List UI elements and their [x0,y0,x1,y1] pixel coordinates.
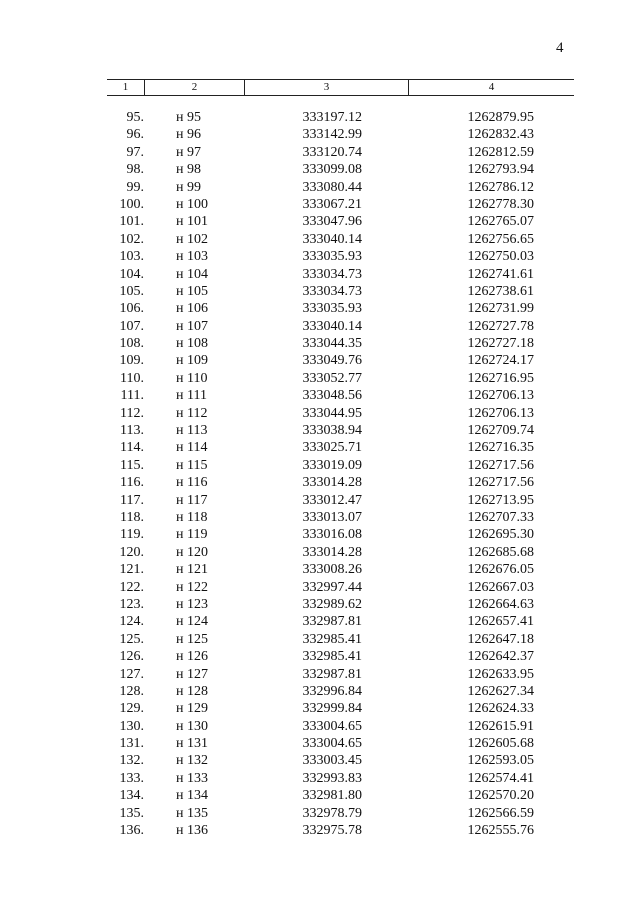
row-index: 121. [119,562,144,578]
coordinate-y: 1262667.03 [467,579,534,595]
row-index: 118. [120,509,144,525]
row-index: 104. [119,266,144,282]
coordinate-x: 333080.44 [302,179,362,195]
table-row [0,596,639,613]
coordinate-x: 333197.12 [302,110,362,125]
row-index: 111. [120,388,144,404]
coordinate-x: 333047.96 [302,214,362,230]
point-name: н 111 [176,388,207,404]
row-index: 129. [119,701,144,717]
coordinate-x: 333035.93 [302,301,362,317]
table-row [0,579,639,596]
coordinate-x: 333025.71 [302,440,362,456]
point-name: н 114 [176,440,208,456]
coordinate-x: 333004.65 [302,736,362,752]
table-row [0,474,639,491]
coordinate-x: 333120.74 [302,144,362,160]
row-index: 136. [119,823,144,839]
table-row [0,544,639,561]
point-name: н 115 [176,457,208,473]
point-name: н 113 [176,423,208,439]
table-row [0,161,639,178]
coordinate-y: 1262793.94 [467,162,534,178]
coordinate-x: 332997.44 [302,579,362,595]
coordinate-y: 1262642.37 [467,649,534,665]
table-row [0,492,639,509]
point-name: н 128 [176,683,208,699]
row-index: 98. [126,162,144,178]
header-col-2: 2 [145,80,245,95]
row-index: 126. [119,649,144,665]
coordinate-x: 332993.83 [302,770,362,786]
coordinate-x: 332985.41 [302,631,362,647]
coordinate-x: 332987.81 [302,614,362,630]
coordinate-y: 1262605.68 [467,736,534,752]
row-index: 124. [119,614,144,630]
coordinate-x: 333044.95 [302,405,362,421]
coordinate-y: 1262724.17 [467,353,534,369]
point-name: н 103 [176,249,208,265]
point-name: н 125 [176,631,208,647]
coordinate-x: 332987.81 [302,666,362,682]
coordinate-x: 333014.28 [302,475,362,491]
coordinate-x: 333038.94 [302,423,362,439]
coordinate-x: 333099.08 [302,162,362,178]
coordinate-y: 1262765.07 [467,214,534,230]
coordinate-x: 333067.21 [302,196,362,212]
table-row [0,196,639,213]
point-name: н 99 [176,179,201,195]
point-name: н 136 [176,823,208,839]
coordinate-x: 333019.09 [302,457,362,473]
row-index: 128. [119,683,144,699]
point-name: н 126 [176,649,208,665]
point-name: н 127 [176,666,208,682]
point-name: н 118 [176,509,208,525]
row-index: 113. [120,423,144,439]
point-name: н 100 [176,196,208,212]
table-row [0,318,639,335]
point-name: н 131 [176,736,208,752]
row-index: 110. [120,370,144,386]
table-row [0,561,639,578]
coordinate-y: 1262706.13 [467,405,534,421]
row-index: 101. [119,214,144,230]
coordinate-x: 333008.26 [302,562,362,578]
coordinate-x: 332978.79 [302,805,362,821]
table-row [0,405,639,422]
coordinate-y: 1262741.61 [467,266,534,282]
table-row [0,126,639,143]
coordinate-x: 333034.73 [302,283,362,299]
table-row [0,422,639,439]
table-row [0,231,639,248]
row-index: 132. [119,753,144,769]
table-row [0,700,639,717]
point-name: н 129 [176,701,208,717]
row-index: 95. [126,110,144,125]
coordinate-x: 333049.76 [302,353,362,369]
table-row [0,718,639,735]
table-row [0,109,639,126]
header-col-1: 1 [107,80,145,95]
coordinate-y: 1262706.13 [467,388,534,404]
coordinate-y: 1262832.43 [467,127,534,143]
row-index: 119. [120,527,144,543]
table-row [0,335,639,352]
coordinate-y: 1262717.56 [467,475,534,491]
coordinate-y: 1262738.61 [467,283,534,299]
coordinate-x: 333012.47 [302,492,362,508]
coordinate-x: 333013.07 [302,509,362,525]
coordinate-x: 333034.73 [302,266,362,282]
row-index: 99. [126,179,144,195]
coordinate-y: 1262727.78 [467,318,534,334]
point-name: н 134 [176,788,208,804]
coordinate-x: 332981.80 [302,788,362,804]
coordinate-y: 1262593.05 [467,753,534,769]
table-row [0,787,639,804]
coordinate-x: 333014.28 [302,544,362,560]
table-row [0,179,639,196]
table-row [0,648,639,665]
row-index: 109. [119,353,144,369]
coordinate-x: 333004.65 [302,718,362,734]
header-col-4: 4 [488,81,495,93]
page-number: 4 [556,40,564,56]
coordinate-y: 1262627.34 [467,683,534,699]
point-name: н 117 [176,492,208,508]
table-row [0,770,639,787]
table-row [0,822,639,839]
point-name: н 101 [176,214,208,230]
table-body [0,109,639,839]
coordinate-x: 332996.84 [302,683,362,699]
point-name: н 108 [176,336,208,352]
point-name: н 98 [176,162,201,178]
table-row [0,144,639,161]
table-header [107,79,574,96]
table-row [0,248,639,265]
coordinate-x: 332989.62 [302,596,362,612]
point-name: н 124 [176,614,208,630]
coordinate-x: 333040.14 [302,318,362,334]
coordinate-y: 1262664.63 [467,596,534,612]
coordinate-x: 333044.35 [302,336,362,352]
coordinate-y: 1262566.59 [467,805,534,821]
coordinate-x: 333003.45 [302,753,362,769]
point-name: н 133 [176,770,208,786]
coordinate-x: 332985.41 [302,649,362,665]
point-name: н 119 [176,527,208,543]
row-index: 100. [119,196,144,212]
coordinate-y: 1262647.18 [467,631,534,647]
table-row [0,509,639,526]
row-index: 107. [119,318,144,334]
point-name: н 97 [176,144,201,160]
row-index: 108. [119,336,144,352]
row-index: 127. [119,666,144,682]
row-index: 103. [119,249,144,265]
table-row [0,526,639,543]
table-row [0,387,639,404]
row-index: 130. [119,718,144,734]
table-row [0,283,639,300]
coordinate-y: 1262633.95 [467,666,534,682]
coordinate-x: 332999.84 [302,701,362,717]
coordinate-x: 333016.08 [302,527,362,543]
coordinate-y: 1262750.03 [467,249,534,265]
coordinate-y: 1262731.99 [467,301,534,317]
row-index: 135. [119,805,144,821]
point-name: н 109 [176,353,208,369]
table-row [0,805,639,822]
row-index: 134. [119,788,144,804]
point-name: н 120 [176,544,208,560]
row-index: 96. [126,127,144,143]
coordinate-y: 1262574.41 [467,770,534,786]
row-index: 131. [119,736,144,752]
table-row [0,735,639,752]
point-name: н 105 [176,283,208,299]
table-row [0,457,639,474]
point-name: н 106 [176,301,208,317]
coordinate-x: 333035.93 [302,249,362,265]
coordinate-y: 1262555.76 [467,823,534,839]
coordinate-y: 1262756.65 [467,231,534,247]
point-name: н 96 [176,127,201,143]
point-name: н 102 [176,231,208,247]
table-row [0,266,639,283]
coordinate-y: 1262570.20 [467,788,534,804]
point-name: н 122 [176,579,208,595]
row-index: 112. [120,405,144,421]
coordinate-x: 333142.99 [302,127,362,143]
coordinate-y: 1262676.05 [467,562,534,578]
header-col-3: 3 [245,80,409,95]
table-row [0,613,639,630]
table-row [0,213,639,230]
coordinate-y: 1262685.68 [467,544,534,560]
point-name: н 121 [176,562,208,578]
coordinate-y: 1262717.56 [467,457,534,473]
table-row [0,370,639,387]
row-index: 117. [120,492,144,508]
coordinate-y: 1262716.95 [467,370,534,386]
coordinate-y: 1262786.12 [467,179,534,195]
point-name: н 107 [176,318,208,334]
coordinate-y: 1262716.35 [467,440,534,456]
point-name: н 130 [176,718,208,734]
row-index: 133. [119,770,144,786]
row-index: 120. [119,544,144,560]
coordinate-y: 1262695.30 [467,527,534,543]
coordinate-x: 332975.78 [302,823,362,839]
row-index: 116. [120,475,144,491]
table-row [0,683,639,700]
coordinate-y: 1262615.91 [467,718,534,734]
point-name: н 110 [176,370,208,386]
coordinate-y: 1262727.18 [467,336,534,352]
coordinate-y: 1262707.33 [467,509,534,525]
row-index: 125. [119,631,144,647]
coordinate-x: 333052.77 [302,370,362,386]
coordinate-y: 1262778.30 [467,196,534,212]
row-index: 105. [119,283,144,299]
coordinate-y: 1262713.95 [467,492,534,508]
row-index: 97. [126,144,144,160]
point-name: н 123 [176,596,208,612]
point-name: н 135 [176,805,208,821]
point-name: н 104 [176,266,208,282]
coordinate-y: 1262812.59 [467,144,534,160]
coordinate-y: 1262657.41 [467,614,534,630]
coordinate-x: 333048.56 [302,388,362,404]
row-index: 114. [120,440,144,456]
coordinate-x: 333040.14 [302,231,362,247]
point-name: н 112 [176,405,208,421]
table-row [0,300,639,317]
row-index: 115. [120,457,144,473]
table-row [0,352,639,369]
row-index: 106. [119,301,144,317]
row-index: 102. [119,231,144,247]
table-row [0,752,639,769]
table-row [0,666,639,683]
coordinate-y: 1262709.74 [467,423,534,439]
row-index: 123. [119,596,144,612]
table-row [0,439,639,456]
point-name: н 95 [176,110,201,125]
coordinate-y: 1262624.33 [467,701,534,717]
row-index: 122. [119,579,144,595]
table-row [0,631,639,648]
point-name: н 116 [176,475,208,491]
point-name: н 132 [176,753,208,769]
coordinate-y: 1262879.95 [467,110,534,125]
